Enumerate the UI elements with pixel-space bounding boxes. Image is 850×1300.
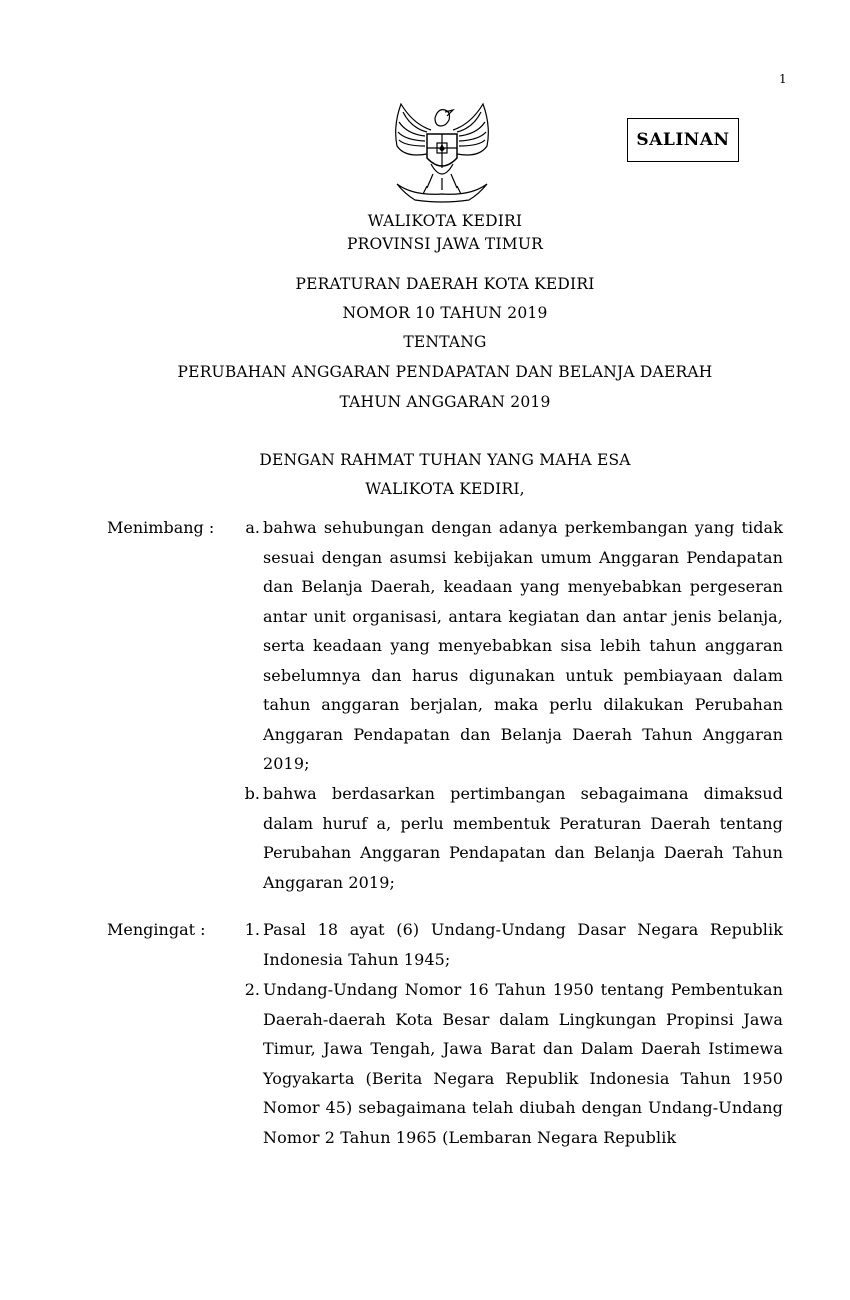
menimbang-marker-a: a. [245,518,260,537]
header-line-2: PROVINSI JAWA TIMUR [346,235,543,253]
title-line-2: NOMOR 10 TAHUN 2019 [342,304,548,322]
header-line-1: WALIKOTA KEDIRI [367,212,523,230]
title-line-5: TAHUN ANGGARAN 2019 [339,393,551,411]
menimbang-item-a: bahwa sehubungan dengan adanya perkembangan yang tidak sesuai dengan asumsi kebijakan umum Anggaran Pendapatan dan Belanja Daerah, keadaan yang menyebabkan pergeseran antar unit organisasi, antara kegiatan dan antar jenis belanja, serta keadaan yang menyebabkan sisa lebih tahun anggaran sebelumnya dan harus digunakan untuk pembiayaan dalam tahun anggaran berjalan, maka perlu dilakukan Perubahan Anggaran Pendapatan dan Belanja Daerah Tahun Anggaran 2019; [263,518,783,773]
mengingat-marker-1: 1. [244,920,260,939]
salinan-stamp: SALINAN [627,118,739,162]
garuda-emblem-icon [383,96,501,208]
mengingat-item-1: Pasal 18 ayat (6) Undang-Undang Dasar Negara Republik Indonesia Tahun 1945; [263,920,783,969]
mengingat-marker-2: 2. [244,980,260,999]
title-line-1: PERATURAN DAERAH KOTA KEDIRI [295,275,595,293]
page-number: 1 [779,72,787,86]
preamble-line-2: WALIKOTA KEDIRI, [365,480,525,498]
preamble-line-1: DENGAN RAHMAT TUHAN YANG MAHA ESA [259,451,631,469]
title-line-4: PERUBAHAN ANGGARAN PENDAPATAN DAN BELANJA DAERAH [177,363,713,381]
mengingat-label: Mengingat : [107,920,206,939]
mengingat-item-2: Undang-Undang Nomor 16 Tahun 1950 tentang Pembentukan Daerah-daerah Kota Besar dalam Lingkungan Propinsi Jawa Timur, Jawa Tengah, Jawa Barat dan Dalam Daerah Istimewa Yogyakarta (Berita Negara Republik Indonesia Tahun 1950 Nomor 45) sebagaimana telah diubah dengan Undang-Undang Nomor 2 Tahun 1965 (Lembaran Negara Republik [263,980,783,1147]
title-line-3: TENTANG [403,333,487,351]
menimbang-item-b: bahwa berdasarkan pertimbangan sebagaimana dimaksud dalam huruf a, perlu membentuk Peraturan Daerah tentang Perubahan Anggaran Pendapatan dan Belanja Daerah Tahun Anggaran 2019; [263,784,783,892]
menimbang-marker-b: b. [244,784,260,803]
menimbang-label: Menimbang : [107,518,215,537]
